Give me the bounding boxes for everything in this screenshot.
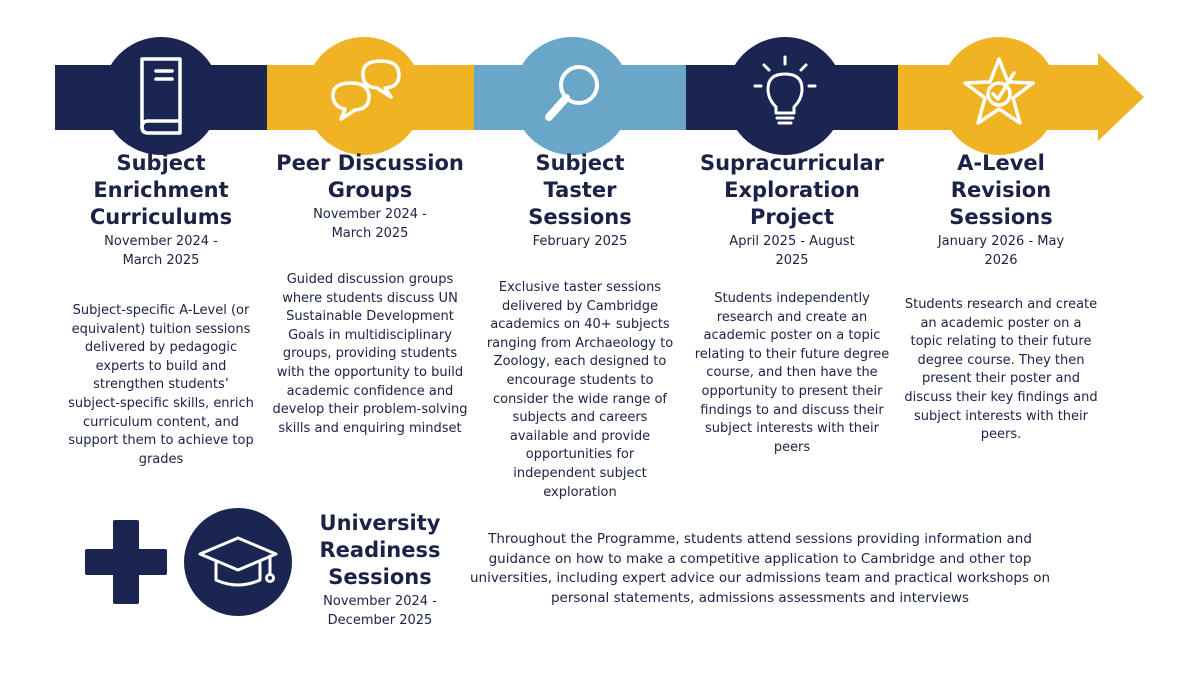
readiness-column	[312, 510, 448, 630]
stage-2-date: November 2024 - March 2025	[313, 207, 427, 241]
stage-4-description: Students independently research and create an academic poster on a topic relating to their future degree course, and then have the opportunity to present their findings to and discuss their subject interests with their peers	[694, 291, 890, 455]
magnifying-glass-icon	[513, 37, 631, 155]
stage-5-column	[904, 150, 1098, 445]
stage-4-column	[693, 150, 891, 457]
stage-2-circle	[305, 37, 423, 155]
stage-4-circle	[726, 37, 844, 155]
book-icon	[102, 37, 220, 155]
stage-1-column	[66, 150, 256, 469]
stage-1-date: November 2024 - March 2025	[104, 234, 218, 268]
stage-4-date: April 2025 - August 2025	[729, 234, 855, 268]
timeline-arrow-head	[1098, 53, 1144, 141]
stage-1-description: Subject-specific A-Level (or equivalent) tuition sessions delivered by pedagogic experts to build and strengthen students’ subject-specific skills, enrich curriculum content, and support them to achieve top grades	[68, 303, 254, 467]
stage-3-title: Subject Taster Sessions	[528, 151, 632, 229]
stage-1-title: Subject Enrichment Curriculums	[89, 151, 233, 229]
plus-icon-bar	[85, 549, 167, 575]
stage-5-date: January 2026 - May 2026	[937, 234, 1065, 268]
stage-3-circle	[513, 37, 631, 155]
stage-2-title: Peer Discussion Groups	[276, 151, 464, 202]
stage-3-description: Exclusive taster sessions delivered by Cambridge academics on 40+ subjects ranging from Archaeology to Zoology, each designed to encourage students to consider the wide range of subjects and careers available and provide opportunities for independent subject exploration	[486, 280, 674, 500]
graduation-cap-icon	[184, 508, 292, 616]
stage-5-circle	[940, 37, 1058, 155]
star-check-icon	[940, 37, 1058, 155]
speech-bubbles-icon	[305, 37, 423, 155]
stage-3-column	[484, 150, 676, 502]
stage-5-description: Students research and create an academic poster on a topic relating to their future degree course. They then present their poster and discuss their key findings and subject interests with their peers.	[904, 297, 1098, 443]
readiness-date: November 2024 - December 2025	[323, 594, 437, 628]
stage-1-circle	[102, 37, 220, 155]
light-bulb-icon	[726, 37, 844, 155]
stage-2-column	[272, 150, 468, 438]
stage-5-title: A-Level Revision Sessions	[949, 151, 1053, 229]
stage-2-description: Guided discussion groups where students discuss UN Sustainable Development Goals in multidisciplinary groups, providing students with the opportunity to build academic confidence and develop their problem-solving skills and enquiring mindset	[272, 272, 468, 436]
readiness-title: University Readiness Sessions	[319, 511, 441, 589]
stage-4-title: Supracurricular Exploration Project	[699, 151, 885, 229]
readiness-circle	[184, 508, 292, 616]
readiness-description: Throughout the Programme, students attend sessions providing information and guidance on how to make a competitive application to Cambridge and other top universities, including expert advice our admissions team and practical workshops on personal statements, admissions assessments and interviews	[469, 531, 1051, 606]
stage-3-date: February 2025	[532, 234, 628, 249]
